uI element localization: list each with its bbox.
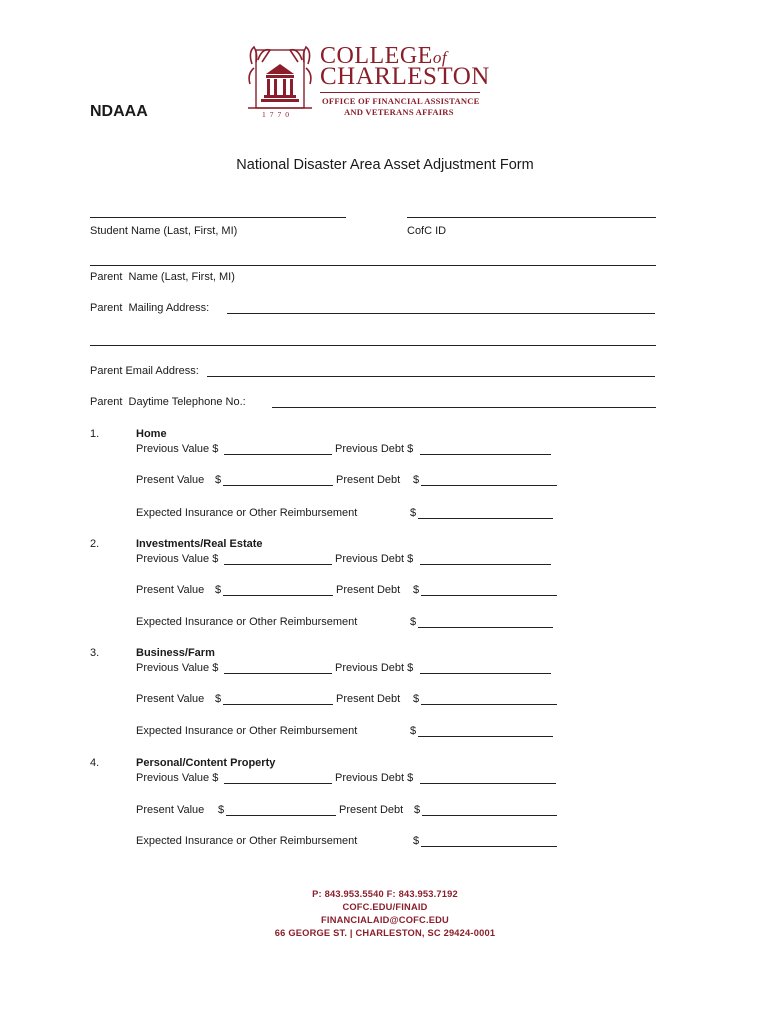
present-debt-line[interactable] <box>421 704 557 705</box>
dollar-sign: $ <box>410 507 417 519</box>
present-debt-line[interactable] <box>421 595 557 596</box>
previous-debt-label: Previous Debt $ <box>335 443 414 455</box>
dollar-sign: $ <box>413 584 420 596</box>
section-title: Business/Farm <box>136 647 215 659</box>
logo-college-text: COLLEGEof <box>320 43 448 69</box>
section-number: 4. <box>90 757 100 769</box>
parent-email-label: Parent Email Address: <box>90 365 199 377</box>
college-logo <box>244 43 490 124</box>
footer-phone: P: 843.953.5540 F: 843.953.7192 <box>312 889 458 899</box>
present-debt-line[interactable] <box>421 485 557 486</box>
parent-mailing-line[interactable] <box>227 313 655 314</box>
present-value-label: Present Value <box>136 804 205 816</box>
previous-value-line[interactable] <box>224 673 332 674</box>
section-number: 1. <box>90 428 100 440</box>
expected-line[interactable] <box>418 736 553 737</box>
dollar-sign: $ <box>215 693 222 705</box>
previous-value-line[interactable] <box>224 454 332 455</box>
cofc-id-label: CofC ID <box>407 225 447 237</box>
section-number: 2. <box>90 538 100 550</box>
previous-debt-line[interactable] <box>420 673 551 674</box>
dollar-sign: $ <box>413 835 420 847</box>
dollar-sign: $ <box>410 725 417 737</box>
expected-label: Expected Insurance or Other Reimbursement <box>136 507 358 519</box>
present-value-label: Present Value <box>136 474 205 486</box>
parent-email-line[interactable] <box>207 376 655 377</box>
section-number: 3. <box>90 647 100 659</box>
present-value-label: Present Value <box>136 584 205 596</box>
present-debt-line[interactable] <box>422 815 557 816</box>
dollar-sign: $ <box>215 474 222 486</box>
logo-charleston-text: CHARLESTON <box>320 63 490 90</box>
present-value-line[interactable] <box>226 815 336 816</box>
expected-label: Expected Insurance or Other Reimbursement <box>136 835 358 847</box>
present-debt-label: Present Debt <box>336 474 401 486</box>
logo-divider <box>320 92 480 93</box>
present-debt-label: Present Debt <box>336 693 401 705</box>
previous-value-line[interactable] <box>224 783 332 784</box>
dollar-sign: $ <box>218 804 225 816</box>
previous-debt-line[interactable] <box>420 454 551 455</box>
footer-email: FINANCIALAID@COFC.EDU <box>321 915 449 925</box>
present-value-line[interactable] <box>223 595 333 596</box>
previous-debt-line[interactable] <box>420 564 551 565</box>
student-name-label: Student Name (Last, First, MI) <box>90 225 238 237</box>
expected-label: Expected Insurance or Other Reimbursement <box>136 725 358 737</box>
present-value-label: Present Value <box>136 693 205 705</box>
previous-debt-label: Previous Debt $ <box>335 553 414 565</box>
parent-name-label: Parent Name (Last, First, MI) <box>90 271 235 283</box>
footer-address: 66 GEORGE ST. | CHARLESTON, SC 29424-0001 <box>274 928 496 938</box>
previous-debt-label: Previous Debt $ <box>335 772 414 784</box>
cofc-id-line[interactable] <box>407 217 656 218</box>
section-title: Home <box>136 428 167 440</box>
parent-phone-label: Parent Daytime Telephone No.: <box>90 396 246 408</box>
logo-office-line2: AND VETERANS AFFAIRS <box>344 107 454 117</box>
parent-mailing-label: Parent Mailing Address: <box>90 302 210 314</box>
logo-year: 1770 <box>262 110 293 119</box>
dollar-sign: $ <box>410 616 417 628</box>
previous-value-label: Previous Value $ <box>136 443 219 455</box>
expected-line[interactable] <box>418 627 553 628</box>
previous-debt-label: Previous Debt $ <box>335 662 414 674</box>
parent-phone-line[interactable] <box>272 407 656 408</box>
previous-value-line[interactable] <box>224 564 332 565</box>
parent-mailing-line-2[interactable] <box>90 345 656 346</box>
present-value-line[interactable] <box>223 485 333 486</box>
expected-line[interactable] <box>418 518 553 519</box>
page-title: National Disaster Area Asset Adjustment Form <box>236 157 534 173</box>
expected-label: Expected Insurance or Other Reimbursement <box>136 616 358 628</box>
present-debt-label: Present Debt <box>339 804 404 816</box>
logo-office-line1: OFFICE OF FINANCIAL ASSISTANCE <box>322 96 480 106</box>
previous-value-label: Previous Value $ <box>136 772 219 784</box>
expected-line[interactable] <box>421 846 557 847</box>
footer-web: COFC.EDU/FINAID <box>342 902 428 912</box>
parent-name-line[interactable] <box>90 265 656 266</box>
section-title: Personal/Content Property <box>136 757 276 769</box>
form-code: NDAAA <box>90 103 148 120</box>
dollar-sign: $ <box>215 584 222 596</box>
dollar-sign: $ <box>414 804 421 816</box>
previous-debt-line[interactable] <box>420 783 556 784</box>
student-name-line[interactable] <box>90 217 346 218</box>
dollar-sign: $ <box>413 693 420 705</box>
present-value-line[interactable] <box>223 704 333 705</box>
previous-value-label: Previous Value $ <box>136 553 219 565</box>
dollar-sign: $ <box>413 474 420 486</box>
previous-value-label: Previous Value $ <box>136 662 219 674</box>
section-title: Investments/Real Estate <box>136 538 263 550</box>
present-debt-label: Present Debt <box>336 584 401 596</box>
